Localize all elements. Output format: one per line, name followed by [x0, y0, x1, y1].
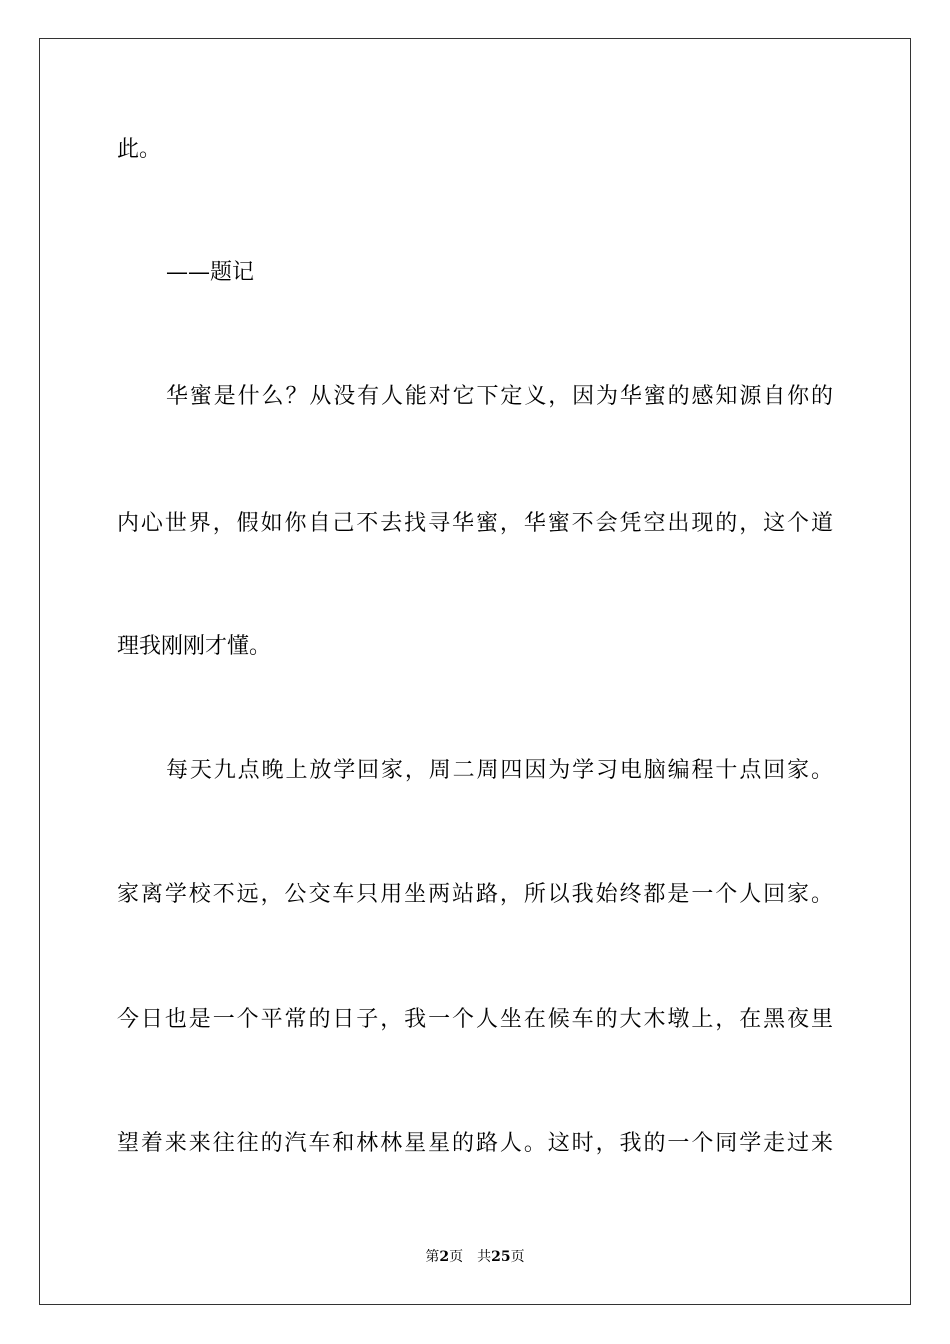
total-prefix: 共: [477, 1249, 492, 1265]
page-border: [39, 38, 911, 1305]
text-line-1: 此。: [117, 137, 162, 162]
paragraph-2-line-3: 今日也是一个平常的日子，我一个人坐在候车的大木墩上，在黑夜里: [117, 1007, 833, 1032]
page-footer: [0, 1248, 950, 1266]
paragraph-2-line-2: 家离学校不远，公交车只用坐两站路，所以我始终都是一个人回家。: [117, 882, 833, 907]
paragraph-1-line-3: 理我刚刚才懂。: [117, 634, 272, 659]
page-suffix: 页: [449, 1249, 464, 1265]
paragraph-1-line-2: 内心世界，假如你自己不去找寻华蜜，华蜜不会凭空出现的，这个道: [117, 511, 833, 536]
total-suffix: 页: [510, 1249, 525, 1265]
epigraph-attribution: ——题记: [166, 260, 255, 285]
paragraph-2-line-4: 望着来来往往的汽车和林林星星的路人。这时，我的一个同学走过来: [117, 1131, 833, 1156]
page-prefix: 第: [425, 1249, 440, 1265]
paragraph-1-line-1: 华蜜是什么？从没有人能对它下定义，因为华蜜的感知源自你的: [166, 384, 833, 409]
page-number: 2: [439, 1249, 450, 1265]
total-pages: 25: [491, 1249, 511, 1265]
paragraph-2-line-1: 每天九点晚上放学回家，周二周四因为学习电脑编程十点回家。: [166, 758, 833, 783]
